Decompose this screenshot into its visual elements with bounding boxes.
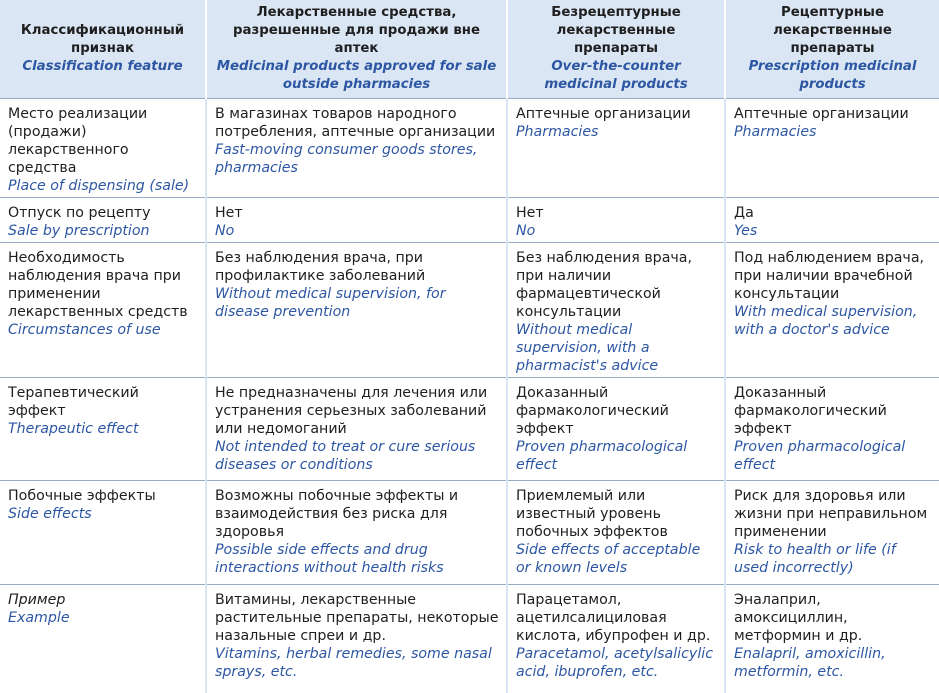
table-cell <box>206 243 507 378</box>
header-ru: Безрецептурные лекарственные препараты <box>551 5 681 56</box>
cell-en: Vitamins, herbal remedies, some nasal sprays, etc. <box>215 646 492 680</box>
cell-ru: Риск для здоровья или жизни при неправильном применении <box>734 488 928 540</box>
header-row <box>0 0 939 99</box>
cell-ru: Не предназначены для лечения или устранения серьезных заболеваний или недомоганий <box>215 385 488 437</box>
header-otc <box>507 0 725 99</box>
table-cell <box>507 481 725 585</box>
table-cell <box>725 243 939 378</box>
table-cell <box>725 481 939 585</box>
cell-en: Therapeutic effect <box>8 421 139 437</box>
cell-en: Place of dispensing (sale) <box>8 178 190 194</box>
cell-en: Proven pharmacological effect <box>734 439 906 473</box>
table-cell <box>206 198 507 243</box>
table-cell <box>725 99 939 198</box>
header-en: Over-the-counter medicinal products <box>544 59 688 92</box>
table-cell <box>507 243 725 378</box>
cell-en: No <box>215 223 235 239</box>
table-cell <box>725 198 939 243</box>
cell-ru: Побочные эффекты <box>8 488 156 504</box>
cell-en: Proven pharmacological effect <box>516 439 688 473</box>
cell-ru: В магазинах товаров народного потребления, аптечные организации <box>215 106 496 140</box>
table-cell <box>206 585 507 693</box>
table-row <box>0 198 939 243</box>
cell-ru: Пример <box>8 592 66 608</box>
cell-en: Without medical supervision, with a pharmacist's advice <box>516 322 659 374</box>
feature-cell <box>0 243 206 378</box>
cell-ru: Аптечные организации <box>516 106 691 122</box>
cell-ru: Место реализации (продажи) лекарственного средства <box>8 106 148 176</box>
table-cell <box>507 585 725 693</box>
cell-en: Example <box>8 610 70 626</box>
table-cell <box>206 99 507 198</box>
cell-en: No <box>516 223 536 239</box>
table-cell <box>507 99 725 198</box>
table-row <box>0 378 939 481</box>
cell-ru: Нет <box>215 205 243 221</box>
cell-en: Side effects of acceptable or known levels <box>516 542 701 576</box>
cell-en: Pharmacies <box>516 124 599 140</box>
table-row <box>0 481 939 585</box>
table-cell <box>206 378 507 481</box>
cell-ru: Без наблюдения врача, при наличии фармацевтической консультации <box>516 250 692 320</box>
header-ru: Классификационный признак <box>20 23 185 56</box>
cell-ru: Аптечные организации <box>734 106 909 122</box>
cell-en: Not intended to treat or cure serious diseases or conditions <box>215 439 476 473</box>
table-row <box>0 585 939 693</box>
header-ru: Лекарственные средства, разрешенные для продажи вне аптек <box>233 5 480 56</box>
cell-ru: Нет <box>516 205 544 221</box>
cell-ru: Доказанный фармакологический эффект <box>734 385 887 437</box>
table-row <box>0 243 939 378</box>
table-cell <box>725 378 939 481</box>
cell-ru: Необходимость наблюдения врача при применении лекарственных средств <box>8 250 188 320</box>
cell-ru: Витамины, лекарственные растительные препараты, некоторые назальные спреи и др. <box>215 592 499 644</box>
feature-cell <box>0 585 206 693</box>
cell-en: Sale by prescription <box>8 223 150 239</box>
table-cell <box>206 481 507 585</box>
cell-en: Yes <box>734 223 758 239</box>
header-en: Classification feature <box>22 59 183 74</box>
feature-cell <box>0 481 206 585</box>
table-cell <box>507 198 725 243</box>
feature-cell <box>0 378 206 481</box>
feature-cell <box>0 99 206 198</box>
cell-en: Risk to health or life (if used incorrectly) <box>734 542 896 576</box>
table-cell <box>725 585 939 693</box>
cell-ru: Да <box>734 205 754 221</box>
cell-en: Paracetamol, acetylsalicylic acid, ibuprofen, etc. <box>516 646 713 680</box>
cell-en: Side effects <box>8 506 92 522</box>
cell-en: Possible side effects and drug interactions without health risks <box>215 542 444 576</box>
cell-en: Enalapril, amoxicillin, metformin, etc. <box>734 646 886 680</box>
header-prescription <box>725 0 939 99</box>
cell-en: Fast-moving consumer goods stores, pharmacies <box>215 142 478 176</box>
cell-ru: Без наблюдения врача, при профилактике заболеваний <box>215 250 426 284</box>
feature-cell <box>0 198 206 243</box>
header-outside-pharmacies <box>206 0 507 99</box>
cell-ru: Под наблюдением врача, при наличии врачебной консультации <box>734 250 925 302</box>
header-classification <box>0 0 206 99</box>
cell-ru: Терапевтический эффект <box>8 385 139 419</box>
cell-ru: Приемлемый или известный уровень побочных эффектов <box>516 488 668 540</box>
header-en: Prescription medicinal products <box>748 59 917 92</box>
header-ru: Рецептурные лекарственные препараты <box>773 5 892 56</box>
table-row <box>0 99 939 198</box>
cell-ru: Отпуск по рецепту <box>8 205 151 221</box>
cell-en: With medical supervision, with a doctor's advice <box>734 304 918 338</box>
header-en: Medicinal products approved for sale outside pharmacies <box>216 59 497 92</box>
cell-ru: Парацетамол, ацетилсалициловая кислота, ибупрофен и др. <box>516 592 711 644</box>
cell-en: Without medical supervision, for disease prevention <box>215 286 446 320</box>
cell-ru: Доказанный фармакологический эффект <box>516 385 669 437</box>
cell-ru: Эналаприл, амоксициллин, метформин и др. <box>734 592 863 644</box>
cell-en: Circumstances of use <box>8 322 161 338</box>
cell-en: Pharmacies <box>734 124 817 140</box>
cell-ru: Возможны побочные эффекты и взаимодействия без риска для здоровья <box>215 488 459 540</box>
table-cell <box>507 378 725 481</box>
